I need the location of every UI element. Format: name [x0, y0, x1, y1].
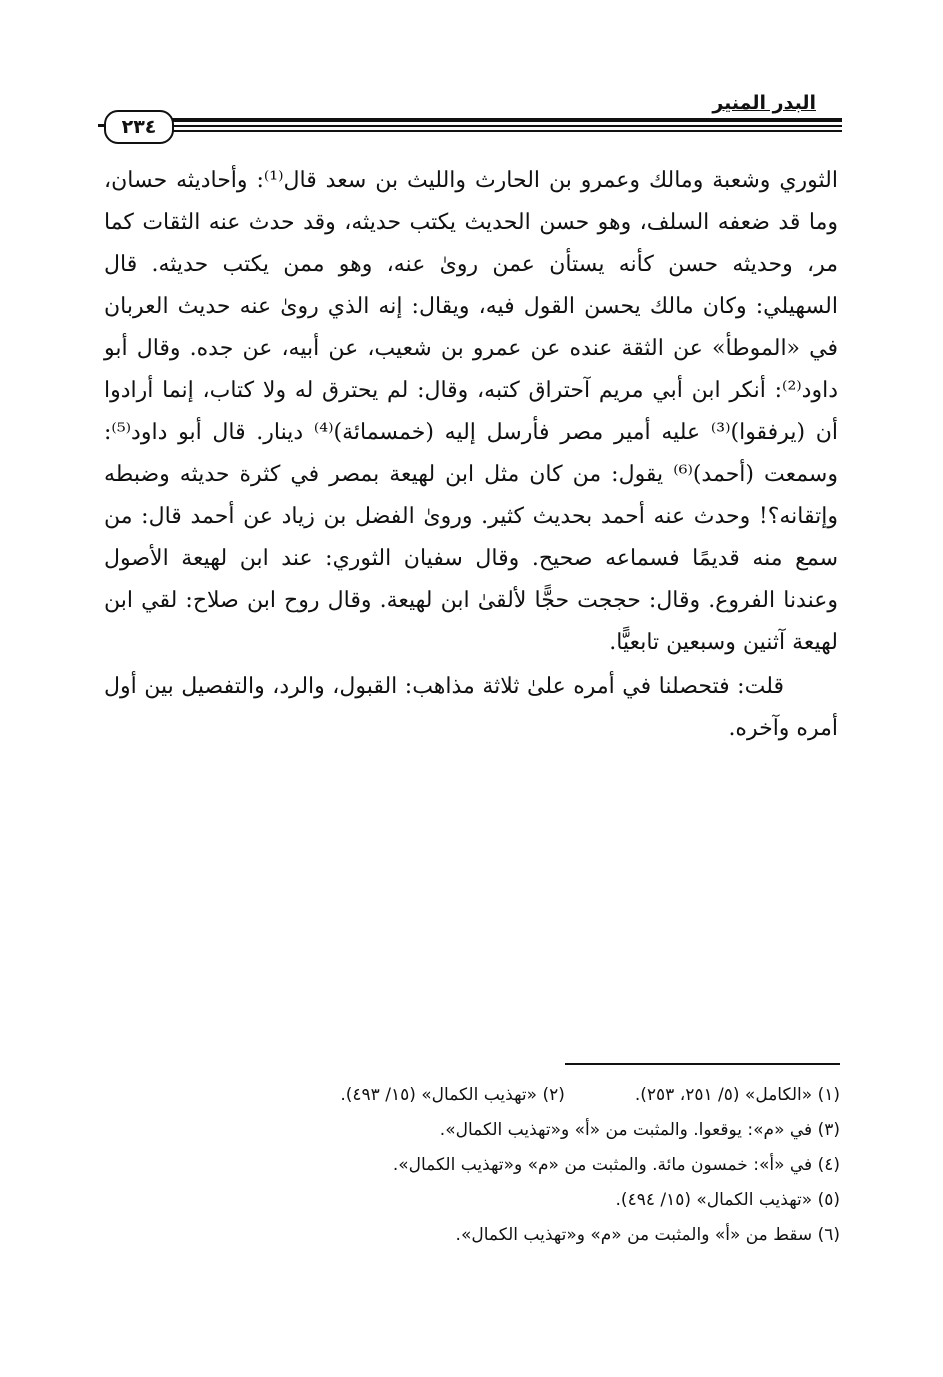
- page-number: ٢٣٤: [104, 110, 174, 144]
- footnote-4: (٤) في «أ»: خمسون مائة. والمثبت من «م» و«تهذيب الكمال».: [392, 1155, 840, 1175]
- main-text: [104, 160, 838, 750]
- footnote-3: (٣) في «م»: يوقعوا. والمثبت من «أ» و«تهذيب الكمال».: [439, 1120, 840, 1140]
- footnote-1: (١) «الكامل» (٥/ ٢٥١، ٢٥٣).: [634, 1085, 840, 1105]
- header-rule-thin: [170, 125, 842, 127]
- footnote-5: (٥) «تهذيب الكمال» (١٥/ ٤٩٤).: [615, 1190, 840, 1210]
- header-rule-thick: [170, 118, 842, 122]
- body-paragraph: قلت: فتحصلنا في أمره علىٰ ثلاثة مذاهب: القبول، والرد، والتفصيل بين أول أمره وآخره.: [104, 674, 838, 741]
- header-rule-thin-lower: [170, 130, 842, 132]
- body-paragraph: الثوري وشعبة ومالك وعمرو بن الحارث والليث بن سعد قال⁽¹⁾: وأحاديثه حسان، وما قد ضعفه السلف، وهو حسن الحديث يكتب حديثه، وقد حدث عنه الثقات كما مر، وحديثه حسن كأنه يستأن عمن روىٰ عنه، وهو ممن يكتب حديثه. قال السهيلي: وكان مالك يحسن القول فيه، ويقال: إنه الذي روىٰ عنه حديث العربان في «الموطأ» عن الثقة عنده عن عمرو بن شعيب، عن أبيه، عن جده. وقال أبو داود⁽²⁾: أنكر ابن أبي مريم آحتراق كتبه، وقال: لم يحترق له ولا كتاب، إنما أرادوا أن (يرفقوا)⁽³⁾ عليه أمير مصر فأرسل إليه (خمسمائة)⁽⁴⁾ دينار. قال أبو داود⁽⁵⁾: وسمعت (أحمد)⁽⁶⁾ يقول: من كان مثل ابن لهيعة بمصر في كثرة حديثه وضبطه وإتقانه؟! وحدث عنه أحمد بحديث كثير. وروىٰ الفضل بن زياد عن أحمد قال: من سمع منه قديمًا فسماعه صحيح. وقال سفيان الثوري: عند ابن لهيعة الأصول وعندنا الفروع. وقال: حججت حجًّا لألقىٰ ابن لهيعة. وقال روح ابن صلاح: لقي ابن لهيعة آثنين وسبعين تابعيًّا.: [104, 168, 839, 655]
- footnotes: [190, 1078, 840, 1253]
- footnote-6: (٦) سقط من «أ» والمثبت من «م» و«تهذيب الكمال».: [455, 1225, 840, 1245]
- page-header: [100, 90, 842, 150]
- footnote-separator: [565, 1063, 840, 1065]
- footnote-row: [190, 1078, 840, 1113]
- running-title: البدر المنير: [712, 92, 816, 114]
- footnote-2: (٢) «تهذيب الكمال» (١٥/ ٤٩٣).: [340, 1085, 565, 1105]
